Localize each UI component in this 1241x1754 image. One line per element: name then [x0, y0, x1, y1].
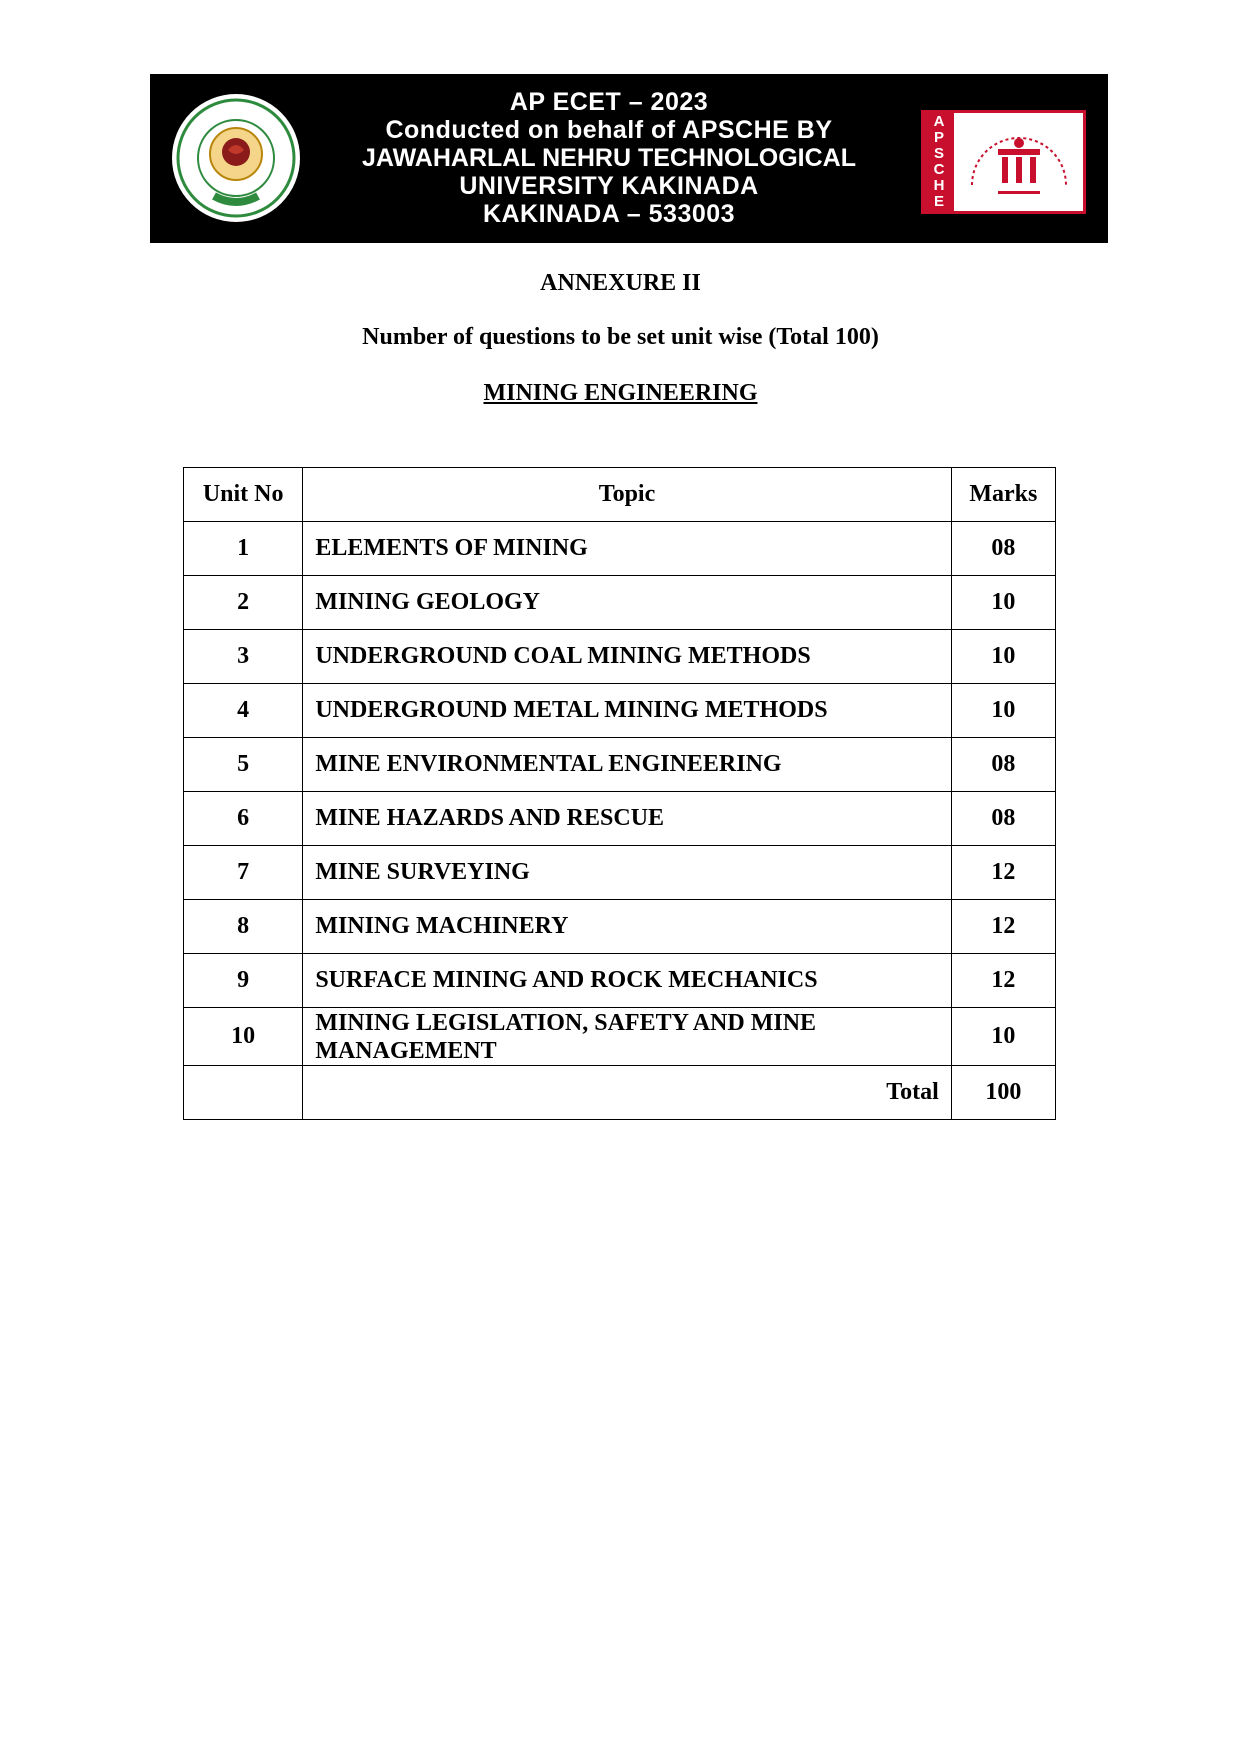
unit-no-cell: 5: [184, 738, 303, 792]
marks-cell: 10: [951, 630, 1055, 684]
table-row: [184, 522, 1056, 576]
empty-cell: [184, 1066, 303, 1120]
jntuk-seal-icon: [170, 92, 302, 224]
unit-no-cell: 9: [184, 954, 303, 1008]
unit-no-cell: 8: [184, 900, 303, 954]
header-marks: Marks: [951, 468, 1055, 522]
unit-no-cell: 2: [184, 576, 303, 630]
marks-cell: 08: [951, 738, 1055, 792]
topic-cell: MINE HAZARDS AND RESCUE: [303, 792, 951, 846]
table-row: [184, 900, 1056, 954]
banner-line-5: KAKINADA – 533003: [482, 200, 736, 228]
topic-cell: UNDERGROUND METAL MINING METHODS: [303, 684, 951, 738]
marks-cell: 12: [951, 954, 1055, 1008]
header-topic: Topic: [303, 468, 951, 522]
table-row: [184, 738, 1056, 792]
unit-no-cell: 6: [184, 792, 303, 846]
unit-marks-table: [183, 467, 1056, 1120]
table-row: [184, 630, 1056, 684]
marks-cell: 08: [951, 522, 1055, 576]
topic-cell: MINE ENVIRONMENTAL ENGINEERING: [303, 738, 951, 792]
marks-cell: 10: [951, 576, 1055, 630]
marks-cell: 10: [951, 684, 1055, 738]
apsche-logo: [921, 110, 1086, 214]
table-row: [184, 576, 1056, 630]
unit-no-cell: 3: [184, 630, 303, 684]
table-row: [184, 954, 1056, 1008]
table-header-row: [184, 468, 1056, 522]
table-row: [184, 1008, 1056, 1066]
apsche-emblem-icon: [958, 115, 1080, 209]
topic-cell: MINING GEOLOGY: [303, 576, 951, 630]
apsche-logo-strip: A P S C H E: [924, 113, 954, 211]
topic-line-1: MINING LEGISLATION, SAFETY AND MINE: [315, 1009, 817, 1036]
table-row: [184, 846, 1056, 900]
topic-cell: MINE SURVEYING: [303, 846, 951, 900]
topic-cell: UNDERGROUND COAL MINING METHODS: [303, 630, 951, 684]
header-banner: [150, 74, 1108, 243]
header-unit-no: Unit No: [184, 468, 303, 522]
branch-title: MINING ENGINEERING: [483, 380, 758, 406]
banner-line-3: JAWAHARLAL NEHRU TECHNOLOGICAL: [362, 144, 856, 172]
topic-cell: ELEMENTS OF MINING: [303, 522, 951, 576]
marks-cell: 12: [951, 900, 1055, 954]
topic-cell: SURFACE MINING AND ROCK MECHANICS: [303, 954, 951, 1008]
annexure-title: ANNEXURE II: [540, 270, 701, 296]
unit-no-cell: 7: [184, 846, 303, 900]
marks-cell: 10: [951, 1008, 1055, 1066]
topic-cell: MINING MACHINERY: [303, 900, 951, 954]
unit-no-cell: 4: [184, 684, 303, 738]
banner-line-2: Conducted on behalf of APSCHE BY: [385, 116, 833, 144]
banner-line-1: AP ECET – 2023: [509, 88, 709, 116]
banner-line-4: UNIVERSITY KAKINADA: [459, 172, 759, 200]
total-row: [184, 1066, 1056, 1120]
table-row: [184, 792, 1056, 846]
topic-cell: [303, 1008, 951, 1066]
marks-cell: 12: [951, 846, 1055, 900]
unit-no-cell: 10: [184, 1008, 303, 1066]
table-row: [184, 684, 1056, 738]
unit-no-cell: 1: [184, 522, 303, 576]
page-subtitle: Number of questions to be set unit wise (Total 100): [362, 324, 879, 350]
banner-title: [300, 88, 918, 228]
topic-line-2: MANAGEMENT: [315, 1037, 497, 1064]
total-label: Total: [303, 1066, 951, 1120]
total-marks: 100: [951, 1066, 1055, 1120]
marks-cell: 08: [951, 792, 1055, 846]
